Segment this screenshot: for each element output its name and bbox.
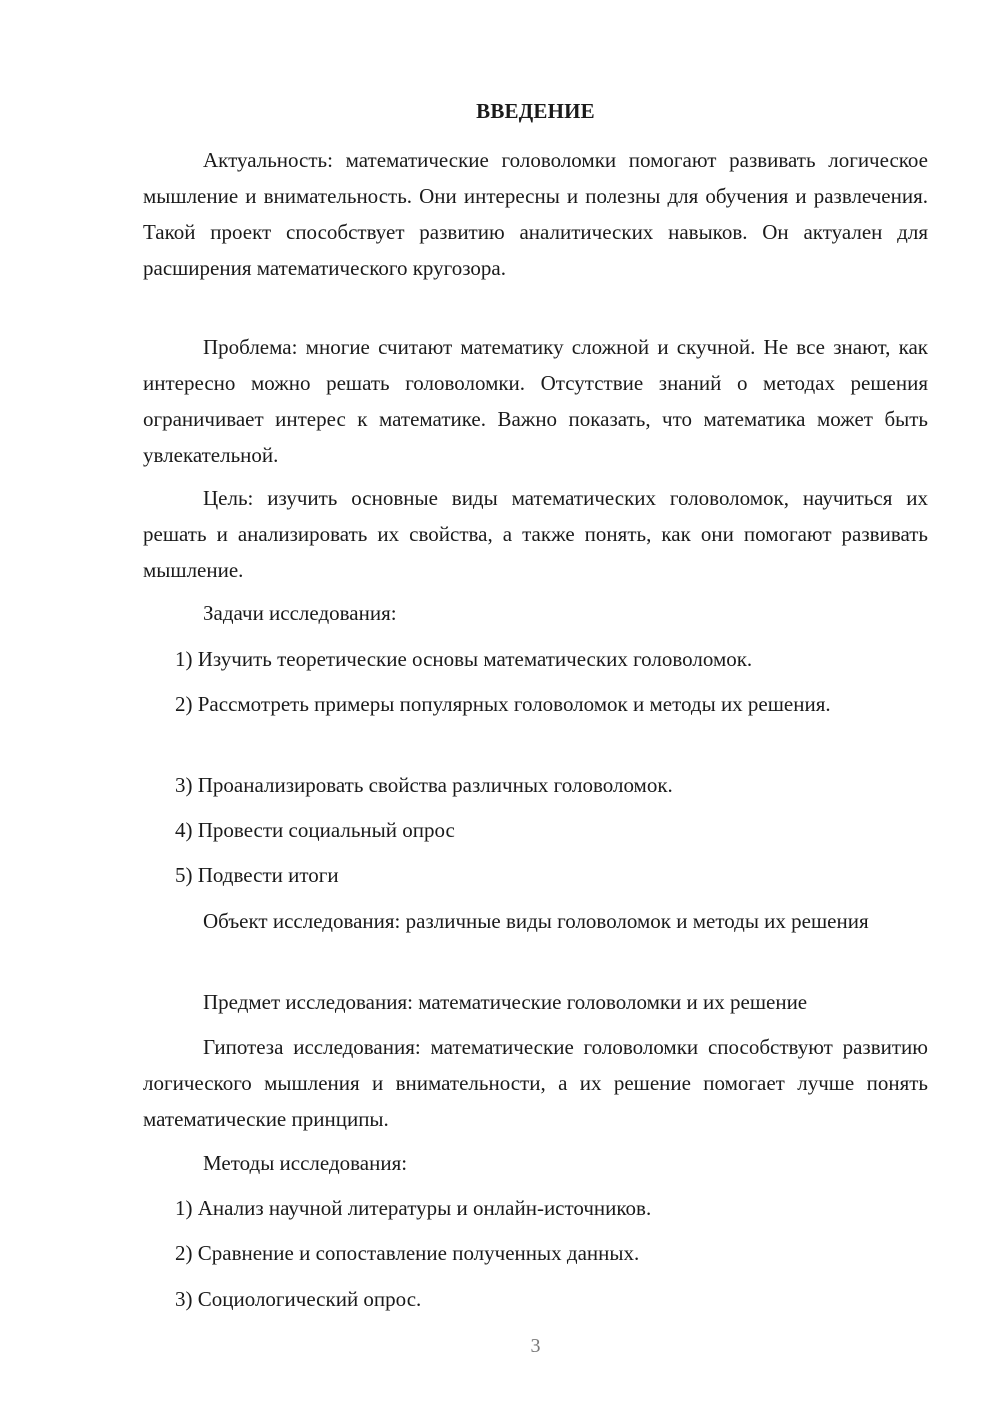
paragraph-subject: Предмет исследования: математические головоломки и их решение [203, 990, 808, 1014]
task-item-5: 5) Подвести итоги [175, 863, 339, 887]
task-item-4: 4) Провести социальный опрос [175, 818, 455, 842]
tasks-heading: Задачи исследования: [203, 601, 397, 625]
document-page [143, 0, 928, 1414]
task-item-1: 1) Изучить теоретические основы математических головоломок. [175, 647, 753, 671]
task-item-3: 3) Проанализировать свойства различных головоломок. [175, 773, 673, 797]
method-item-3: 3) Социологический опрос. [175, 1287, 422, 1311]
paragraph-goal: Цель: изучить основные виды математических головоломок, научиться их решать и анализировать их свойства, а также понять, как они помогают развивать мышление. [143, 486, 928, 582]
task-item-2: 2) Рассмотреть примеры популярных головоломок и методы их решения. [175, 692, 831, 716]
page-number: 3 [530, 1335, 541, 1357]
paragraph-problem: Проблема: многие считают математику сложной и скучной. Не все знают, как интересно можно решать головоломки. Отсутствие знаний о методах решения ограничивает интерес к математике. Важно показать, что математика может быть увлекательной. [143, 335, 928, 467]
methods-heading: Методы исследования: [203, 1151, 408, 1175]
paragraph-relevance: Актуальность: математические головоломки помогают развивать логическое мышление и внимательность. Они интересны и полезны для обучения и развлечения. Такой проект способствует развитию аналитических навыков. Он актуален для расширения математического кругозора. [143, 148, 928, 280]
section-heading: ВВЕДЕНИЕ [476, 99, 595, 123]
paragraph-object: Объект исследования: различные виды головоломок и методы их решения [203, 909, 869, 933]
method-item-1: 1) Анализ научной литературы и онлайн-источников. [175, 1196, 652, 1220]
method-item-2: 2) Сравнение и сопоставление полученных данных. [175, 1241, 640, 1265]
paragraph-hypothesis: Гипотеза исследования: математические головоломки способствуют развитию логического мышления и внимательности, а их решение помогает лучше понять математические принципы. [143, 1035, 928, 1131]
